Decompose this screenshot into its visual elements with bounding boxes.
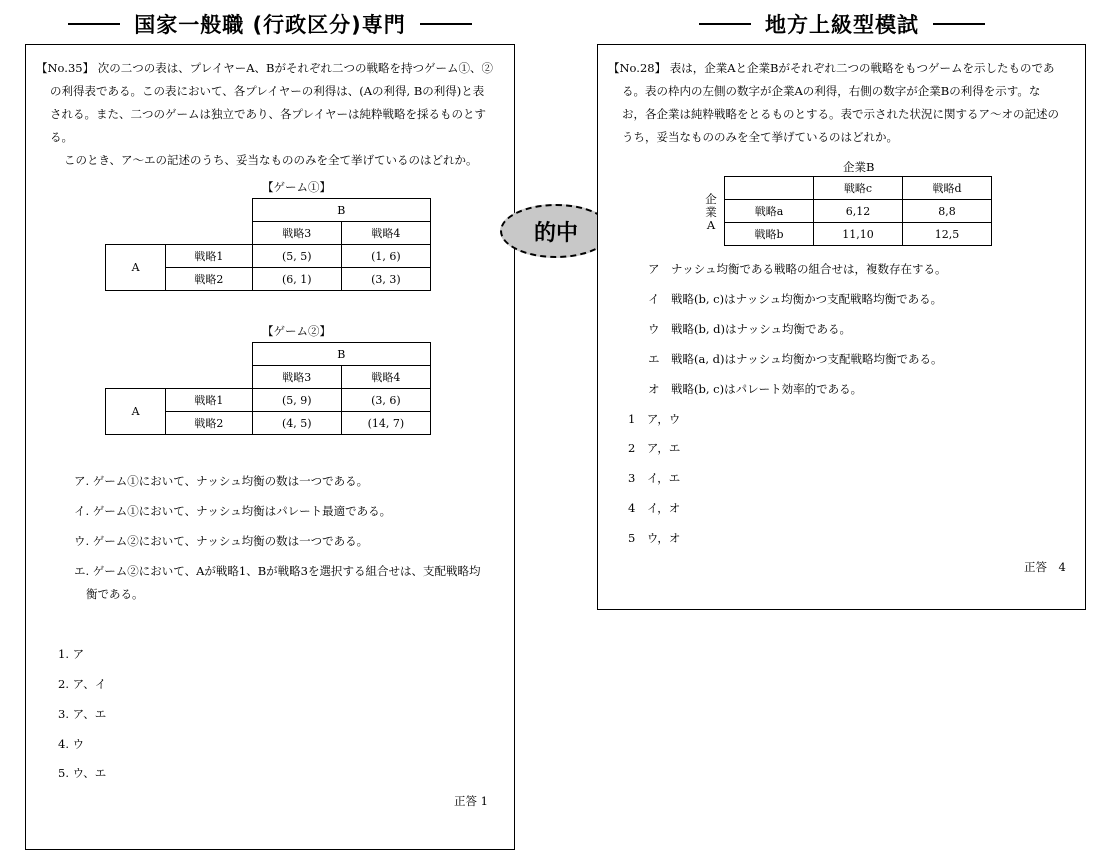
game2-cell: (4, 5) xyxy=(252,412,341,435)
table-col-header: 戦略d xyxy=(903,177,992,200)
choice: 4 イ，オ xyxy=(628,501,681,515)
question-line: る。 xyxy=(50,130,73,144)
game2-col-header: 戦略3 xyxy=(252,366,341,389)
statement: イ 戦略(b, c)はナッシュ均衡かつ支配戦略均衡である。 xyxy=(648,292,943,306)
correct-answer: 正答 1 xyxy=(454,794,488,808)
table-col-player: 企業B xyxy=(843,160,875,174)
question-line: 【No.35】 次の二つの表は、プレイヤーA、Bがそれぞれ二つの戦略を持つゲーム①、② xyxy=(36,61,493,75)
game2-row-player: A xyxy=(106,389,166,435)
right-heading-text: 地方上級型模試 xyxy=(765,13,919,37)
game1-cell: (1, 6) xyxy=(341,245,430,268)
choice: 3. ア、エ xyxy=(58,707,107,721)
heading-rule-left xyxy=(699,23,751,25)
game1-title: 【ゲーム①】 xyxy=(262,180,331,194)
statement-continuation: 衡である。 xyxy=(86,587,144,601)
table-col-header: 戦略c xyxy=(814,177,903,200)
game2-title: 【ゲーム②】 xyxy=(262,324,331,338)
choice: 4. ウ xyxy=(58,737,85,751)
right-exam-panel xyxy=(597,44,1086,610)
table-cell: 12,5 xyxy=(903,223,992,246)
game2-row-label: 戦略1 xyxy=(166,389,253,412)
statement: イ. ゲーム①において、ナッシュ均衡はパレート最適である。 xyxy=(74,504,392,518)
statement: ア. ゲーム①において、ナッシュ均衡の数は一つである。 xyxy=(74,474,369,488)
table-row-player: 企業A xyxy=(705,192,717,232)
right-heading xyxy=(598,6,1086,42)
heading-rule-right xyxy=(933,23,985,25)
game1-col-header: 戦略3 xyxy=(252,222,341,245)
game2-cell: (3, 6) xyxy=(341,389,430,412)
game2-col-header: 戦略4 xyxy=(341,366,430,389)
game1-col-player: B xyxy=(252,199,430,222)
table-row-label: 戦略b xyxy=(725,223,814,246)
choice: 1 ア，ウ xyxy=(628,412,681,426)
choice: 5 ウ，オ xyxy=(628,531,681,545)
game1-row-player: A xyxy=(106,245,166,291)
game1-payoff-table xyxy=(105,198,431,291)
game2-cell: (14, 7) xyxy=(341,412,430,435)
statement: ウ. ゲーム②において、ナッシュ均衡の数は一つである。 xyxy=(74,534,369,548)
question-line: このとき、ア～エの記述のうち、妥当なもののみを全て挙げているのはどれか。 xyxy=(64,153,478,167)
heading-rule-left xyxy=(68,23,120,25)
right-question xyxy=(608,57,1078,149)
game1-cell: (3, 3) xyxy=(341,268,430,291)
choice: 2. ア、イ xyxy=(58,677,107,691)
question-line: る。表の枠内の左側の数字が企業Aの利得，右側の数字が企業Bの利得を示す。な xyxy=(622,84,1041,98)
game1-col-header: 戦略4 xyxy=(341,222,430,245)
statement: エ. ゲーム②において、Aが戦略1、Bが戦略3を選択する組合せは、支配戦略均 xyxy=(74,564,481,578)
left-heading xyxy=(25,6,515,42)
game1-row-label: 戦略2 xyxy=(166,268,253,291)
hit-badge-text: 的中 xyxy=(533,220,578,246)
game2-row-label: 戦略2 xyxy=(166,412,253,435)
statement: エ 戦略(a, d)はナッシュ均衡かつ支配戦略均衡である。 xyxy=(648,352,943,366)
hit-badge xyxy=(500,204,612,258)
table-cell: 6,12 xyxy=(814,200,903,223)
table-row-label: 戦略a xyxy=(725,200,814,223)
choice: 1. ア xyxy=(58,647,85,661)
statement: ウ 戦略(b, d)はナッシュ均衡である。 xyxy=(648,322,852,336)
choice: 3 イ，エ xyxy=(628,471,681,485)
question-line: お，各企業は純粋戦略をとるものとする。表で示された状況に関するア～オの記述の xyxy=(622,107,1059,121)
question-line: 【No.28】 表は，企業Aと企業Bがそれぞれ二つの戦略をもつゲームを示したものであ xyxy=(608,61,1055,75)
left-question xyxy=(36,57,506,172)
right-payoff-table xyxy=(724,176,992,246)
question-line: の利得表である。この表において、各プレイヤーの利得は、(Aの利得, Bの利得)と表 xyxy=(50,84,485,98)
table-cell: 8,8 xyxy=(903,200,992,223)
left-exam-panel xyxy=(25,44,515,850)
game1-row-label: 戦略1 xyxy=(166,245,253,268)
left-heading-text: 国家一般職 (行政区分)専門 xyxy=(134,13,406,37)
game2-payoff-table xyxy=(105,342,431,435)
game1-cell: (6, 1) xyxy=(252,268,341,291)
statement: ア ナッシュ均衡である戦略の組合せは，複数存在する。 xyxy=(648,262,947,276)
choice: 5. ウ、エ xyxy=(58,766,107,780)
game2-col-player: B xyxy=(252,343,430,366)
question-line: される。また、二つのゲームは独立であり、各プレイヤーは純粋戦略を採るものとす xyxy=(50,107,486,121)
correct-answer: 正答 4 xyxy=(1024,560,1066,574)
question-line: うち，妥当なもののみを全て挙げているのはどれか。 xyxy=(622,130,898,144)
heading-rule-right xyxy=(420,23,472,25)
game1-cell: (5, 5) xyxy=(252,245,341,268)
choice: 2 ア，エ xyxy=(628,441,681,455)
statement: オ 戦略(b, c)はパレート効率的である。 xyxy=(648,382,863,396)
table-cell: 11,10 xyxy=(814,223,903,246)
game2-cell: (5, 9) xyxy=(252,389,341,412)
